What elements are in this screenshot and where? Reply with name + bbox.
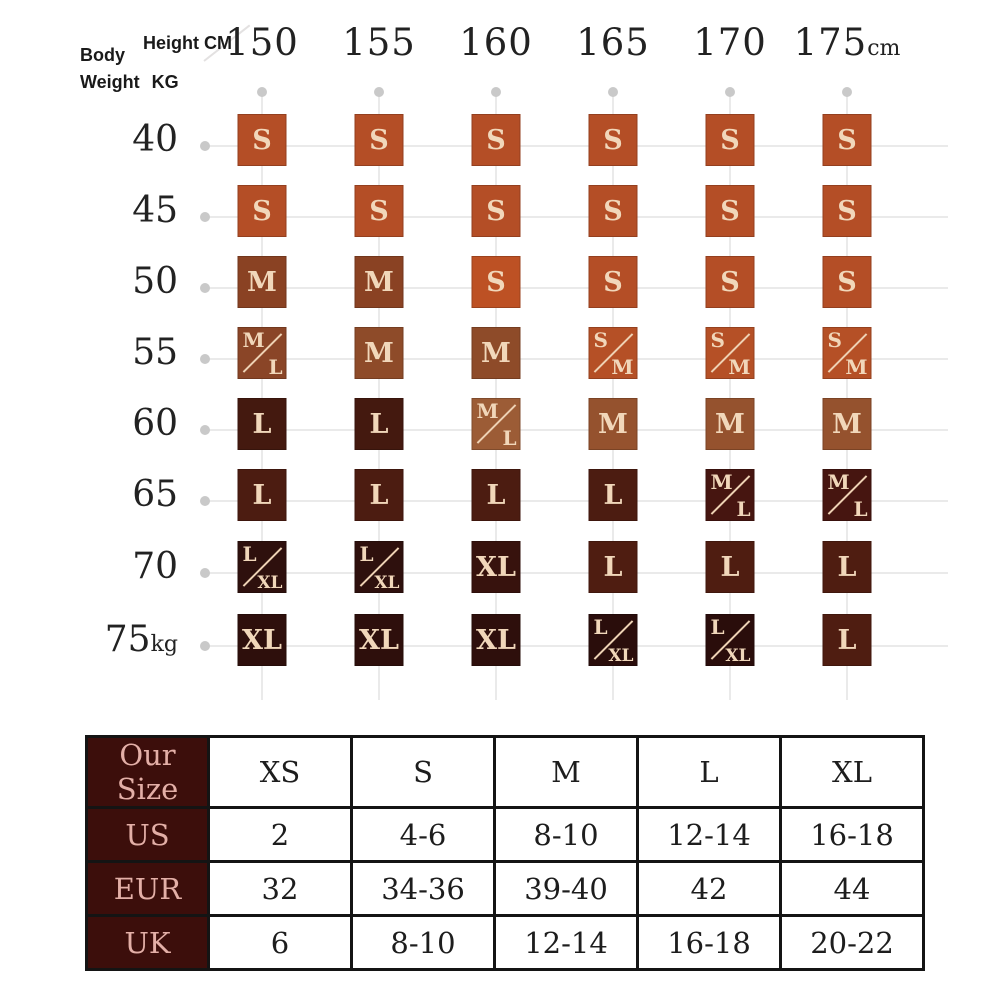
size-cell-label: S [837, 266, 857, 298]
size-cell-label: L [837, 624, 857, 656]
region-label-cell: US [87, 808, 209, 862]
size-cell [823, 114, 872, 166]
size-cell [472, 327, 521, 379]
size-cell-label: L [242, 542, 257, 566]
size-cell [472, 185, 521, 237]
size-cell-label: XL [359, 624, 399, 656]
size-cell-label: S [593, 328, 608, 352]
size-cell-label: XL [476, 551, 516, 583]
size-cell [472, 541, 521, 593]
size-cell [706, 256, 755, 308]
weight-label: Weight [80, 72, 140, 92]
size-cell-label: M [598, 408, 628, 440]
size-cell [589, 114, 638, 166]
size-cell-label: S [720, 195, 740, 227]
size-cell-label: L [252, 479, 272, 511]
size-value-cell: 12-14 [495, 916, 638, 970]
size-value-cell: 42 [638, 862, 781, 916]
height-column-header: 155 [342, 21, 416, 64]
region-label-cell: EUR [87, 862, 209, 916]
size-cell-label: S [837, 124, 857, 156]
size-cell [238, 114, 287, 166]
size-cell-label: M [827, 470, 850, 494]
size-value-cell: 2 [209, 808, 352, 862]
weight-unit-suffix: kg [150, 632, 178, 657]
height-column-header: 165 [576, 21, 650, 64]
grid-dot [842, 87, 852, 97]
size-cell [706, 185, 755, 237]
size-cell-label: L [603, 479, 623, 511]
size-cell [355, 114, 404, 166]
grid-dot [200, 641, 210, 651]
height-column-header: 175cm [793, 21, 901, 64]
size-cell [589, 469, 638, 521]
size-cell [238, 327, 287, 379]
size-header-cell: L [638, 737, 781, 808]
our-size-corner-cell: Our Size [87, 737, 209, 808]
size-value-cell: 12-14 [638, 808, 781, 862]
weight-row-label: 65 [132, 474, 178, 515]
grid-dot [200, 496, 210, 506]
size-cell [472, 398, 521, 450]
size-cell [823, 398, 872, 450]
size-cell-label: S [486, 195, 506, 227]
size-cell [589, 398, 638, 450]
size-value-cell: 8-10 [495, 808, 638, 862]
size-cell [238, 185, 287, 237]
size-cell-label: M [728, 355, 751, 379]
weight-axis-label [80, 72, 179, 93]
size-cell-label: M [845, 355, 868, 379]
size-cell [823, 541, 872, 593]
height-column-header: 160 [459, 21, 533, 64]
size-value-cell: 32 [209, 862, 352, 916]
size-cell-label: XL [242, 624, 282, 656]
size-cell-label: L [853, 497, 868, 521]
size-cell-label: XL [257, 573, 283, 593]
size-cell [355, 327, 404, 379]
size-cell [238, 398, 287, 450]
size-cell-label: S [252, 124, 272, 156]
grid-dot [725, 87, 735, 97]
size-cell [472, 469, 521, 521]
size-cell-label: S [369, 124, 389, 156]
size-cell-label: M [476, 399, 499, 423]
size-cell [589, 327, 638, 379]
height-unit-label: cm [867, 36, 901, 61]
size-cell-label: XL [374, 573, 400, 593]
size-cell [355, 469, 404, 521]
size-cell-label: L [359, 542, 374, 566]
size-cell-label: L [603, 551, 623, 583]
size-cell-label: L [369, 408, 389, 440]
size-cell-label: S [710, 328, 725, 352]
size-cell-label: L [268, 355, 283, 379]
size-cell [823, 614, 872, 666]
size-cell-label: S [369, 195, 389, 227]
size-cell-label: S [827, 328, 842, 352]
size-cell-label: L [593, 615, 608, 639]
size-cell-label: M [710, 470, 733, 494]
height-column-header: 150 [225, 21, 299, 64]
grid-dot [200, 141, 210, 151]
size-cell-label: S [837, 195, 857, 227]
weight-unit-label: KG [151, 72, 179, 92]
size-cell-label: M [247, 266, 277, 298]
size-header-cell: S [352, 737, 495, 808]
size-cell [355, 398, 404, 450]
size-value-cell: 8-10 [352, 916, 495, 970]
size-cell-label: XL [725, 646, 751, 666]
size-cell-label: M [715, 408, 745, 440]
size-value-cell: 16-18 [781, 808, 924, 862]
size-value-cell: 34-36 [352, 862, 495, 916]
weight-row-label: 60 [132, 403, 178, 444]
size-cell [706, 541, 755, 593]
size-cell [355, 185, 404, 237]
body-label: Body [80, 45, 125, 65]
size-cell-label: L [736, 497, 751, 521]
size-cell [472, 614, 521, 666]
size-value-cell: 39-40 [495, 862, 638, 916]
size-cell [355, 541, 404, 593]
grid-dot [374, 87, 384, 97]
size-cell-label: L [720, 551, 740, 583]
height-axis-label: Height CM [143, 33, 232, 53]
region-label-cell: UK [87, 916, 209, 970]
size-cell-label: M [364, 266, 394, 298]
size-cell [823, 185, 872, 237]
size-cell-label: S [252, 195, 272, 227]
size-cell-label: L [837, 551, 857, 583]
size-cell [589, 185, 638, 237]
size-cell [472, 114, 521, 166]
table-row [87, 808, 924, 862]
grid-dot [257, 87, 267, 97]
size-cell [355, 614, 404, 666]
grid-dot [608, 87, 618, 97]
size-cell [589, 541, 638, 593]
size-cell [706, 398, 755, 450]
grid-dot [200, 425, 210, 435]
size-cell [706, 114, 755, 166]
size-cell-label: L [502, 426, 517, 450]
size-cell [823, 256, 872, 308]
weight-row-label: 45 [132, 190, 178, 231]
size-cell [706, 327, 755, 379]
grid-dot [200, 568, 210, 578]
size-header-cell: XL [781, 737, 924, 808]
weight-row-label: 55 [132, 332, 178, 373]
size-cell-label: M [832, 408, 862, 440]
size-cell [238, 614, 287, 666]
grid-dot [491, 87, 501, 97]
size-cell-label: M [611, 355, 634, 379]
weight-row-label: 50 [132, 261, 178, 302]
size-cell [238, 469, 287, 521]
size-value-cell: 16-18 [638, 916, 781, 970]
size-value-cell: 44 [781, 862, 924, 916]
size-cell [706, 614, 755, 666]
size-cell [472, 256, 521, 308]
weight-row-label: 70 [132, 546, 178, 587]
size-value-cell: 4-6 [352, 808, 495, 862]
size-cell-label: M [242, 328, 265, 352]
height-column-header: 170 [693, 21, 767, 64]
table-row [87, 916, 924, 970]
size-cell-label: S [720, 124, 740, 156]
size-header-cell: M [495, 737, 638, 808]
size-cell-label: L [710, 615, 725, 639]
conversion-table [85, 735, 925, 971]
size-cell [823, 327, 872, 379]
grid-dot [200, 354, 210, 364]
size-cell-label: S [486, 124, 506, 156]
size-cell-label: S [603, 266, 623, 298]
size-cell-label: M [364, 337, 394, 369]
size-cell [589, 614, 638, 666]
grid-dot [200, 212, 210, 222]
size-cell-label: L [486, 479, 506, 511]
table-header-row [87, 737, 924, 808]
size-cell-label: S [603, 195, 623, 227]
size-cell-label: S [720, 266, 740, 298]
size-cell-label: L [252, 408, 272, 440]
size-cell-label: XL [476, 624, 516, 656]
weight-row-label: 75kg [104, 619, 178, 660]
table-row [87, 862, 924, 916]
size-cell [238, 541, 287, 593]
size-header-cell: XS [209, 737, 352, 808]
size-cell [355, 256, 404, 308]
size-cell-label: XL [608, 646, 634, 666]
grid-dot [200, 283, 210, 293]
size-cell [238, 256, 287, 308]
size-cell-label: S [486, 266, 506, 298]
size-cell [589, 256, 638, 308]
size-cell-label: M [481, 337, 511, 369]
weight-row-label: 40 [132, 119, 178, 160]
size-value-cell: 20-22 [781, 916, 924, 970]
size-cell [823, 469, 872, 521]
size-cell [706, 469, 755, 521]
size-value-cell: 6 [209, 916, 352, 970]
size-cell-label: S [603, 124, 623, 156]
size-cell-label: L [369, 479, 389, 511]
